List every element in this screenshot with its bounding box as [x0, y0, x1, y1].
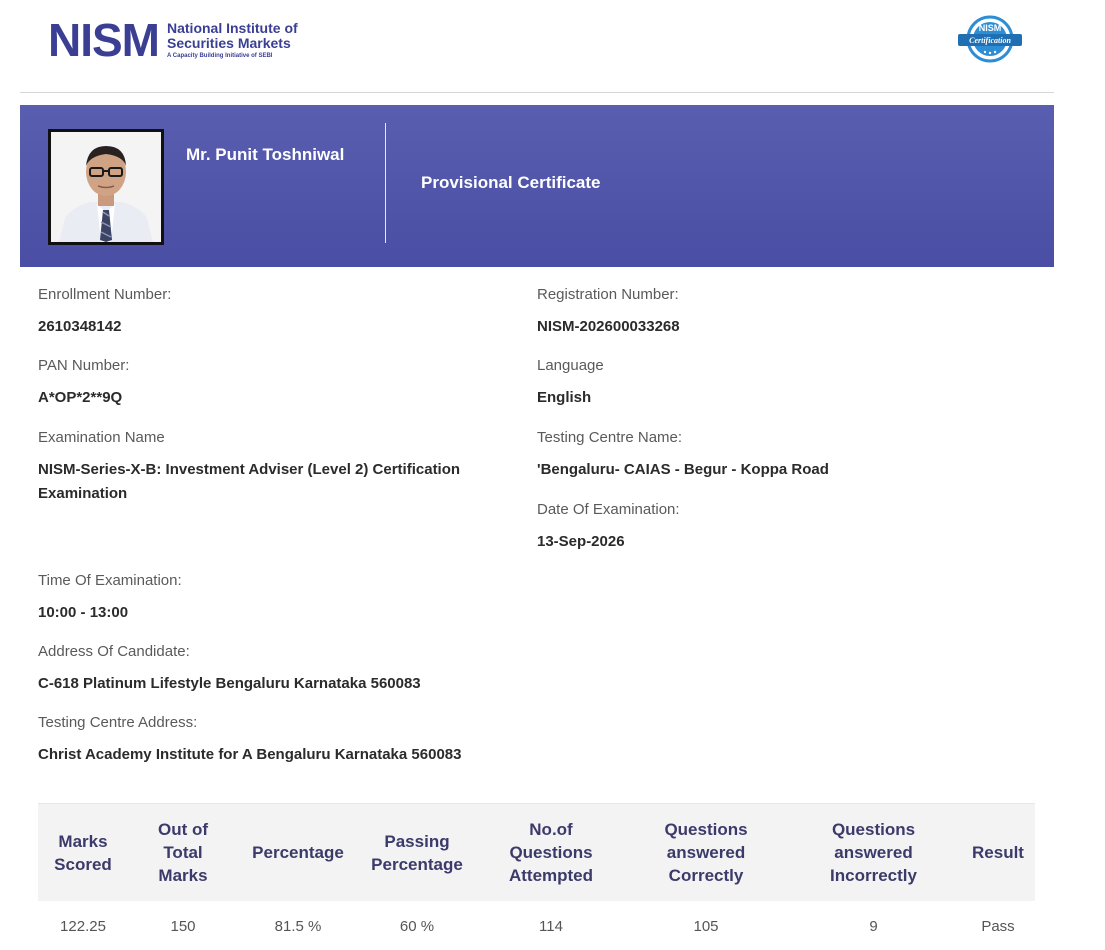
results-table [38, 803, 1035, 950]
date-of-examination-value: 13-Sep-2026 [537, 533, 625, 550]
date-of-examination-field [537, 501, 680, 554]
answered-correctly-value: 105 [693, 917, 719, 935]
header-result: Result [972, 843, 1024, 862]
examination-name-label: Examination Name [38, 429, 165, 446]
candidate-address-label: Address Of Candidate: [38, 643, 190, 660]
enrollment-number-label: Enrollment Number: [38, 286, 172, 303]
nism-logo-line3: A Capacity Building Initiative of SEBI [167, 52, 273, 59]
total-marks-value: 150 [170, 917, 196, 935]
certificate-banner [20, 105, 1054, 267]
time-of-examination-value: 10:00 - 13:00 [38, 604, 129, 621]
header-divider [20, 92, 1054, 93]
header-answered-incorrectly: Questions answered Incorrectly [830, 820, 917, 885]
examination-name-field [38, 429, 498, 506]
result-value: Pass [981, 917, 1015, 935]
nism-logo-line2: Securities Markets [167, 34, 291, 51]
results-header-row [38, 803, 1035, 901]
certificate-title: Provisional Certificate [421, 173, 601, 192]
candidate-name: Mr. Punit Toshniwal [186, 145, 345, 164]
header-answered-correctly: Questions answered Correctly [664, 820, 748, 885]
banner-divider [385, 123, 386, 243]
nism-logo-mark: NISM [48, 14, 159, 66]
questions-attempted-value: 114 [539, 917, 563, 935]
time-of-examination-label: Time Of Examination: [38, 572, 182, 589]
testing-centre-name-label: Testing Centre Name: [537, 429, 683, 446]
enrollment-number-value: 2610348142 [38, 318, 122, 335]
candidate-address-value: C-618 Platinum Lifestyle Bengaluru Karnataka 560083 [38, 675, 421, 692]
language-label: Language [537, 357, 604, 374]
testing-centre-address-field [38, 714, 738, 767]
badge-text-2: Certification [969, 36, 1011, 45]
testing-centre-address-value: Christ Academy Institute for A Bengaluru Karnataka 560083 [38, 746, 462, 763]
page-header [0, 0, 1105, 94]
registration-number-field [537, 286, 680, 339]
marks-scored-value: 122.25 [60, 917, 106, 935]
registration-number-value: NISM-202600033268 [537, 318, 680, 335]
pan-number-label: PAN Number: [38, 357, 130, 374]
nism-logo-line1: National Institute of [167, 20, 298, 37]
time-of-examination-field [38, 572, 182, 625]
examination-name-value: NISM-Series-X-B: Investment Adviser (Level 2) Certification Examination [38, 461, 461, 502]
header-passing-percentage: Passing Percentage [371, 831, 463, 874]
answered-incorrectly-value: 9 [869, 917, 878, 935]
badge-text-1: NISM [978, 23, 1002, 33]
header-questions-attempted: No.of Questions Attempted [508, 820, 594, 885]
nism-logo [48, 14, 298, 66]
registration-number-label: Registration Number: [537, 286, 679, 303]
results-value-row [38, 901, 1035, 950]
header-out-of-total-marks: Out of Total Marks [157, 820, 209, 885]
language-value: English [537, 389, 592, 406]
header-percentage: Percentage [252, 843, 344, 862]
enrollment-number-field [38, 286, 171, 339]
passing-percentage-value: 60 % [399, 917, 435, 935]
nism-logo-text [167, 21, 298, 59]
language-field [537, 357, 604, 410]
testing-centre-address-label: Testing Centre Address: [38, 714, 198, 731]
candidate-photo [48, 129, 164, 245]
candidate-address-field [38, 643, 738, 696]
testing-centre-name-value: 'Bengaluru- CAIAS - Begur - Koppa Road [537, 461, 829, 478]
header-marks-scored: Marks Scored [54, 831, 112, 874]
percentage-value: 81.5 % [274, 917, 322, 935]
nism-certification-badge [955, 14, 1025, 64]
testing-centre-name-field [537, 429, 1037, 482]
candidate-photo-icon [51, 132, 161, 242]
pan-number-field [38, 357, 129, 410]
date-of-examination-label: Date Of Examination: [537, 501, 680, 518]
pan-number-value: A*OP*2**9Q [38, 389, 123, 406]
